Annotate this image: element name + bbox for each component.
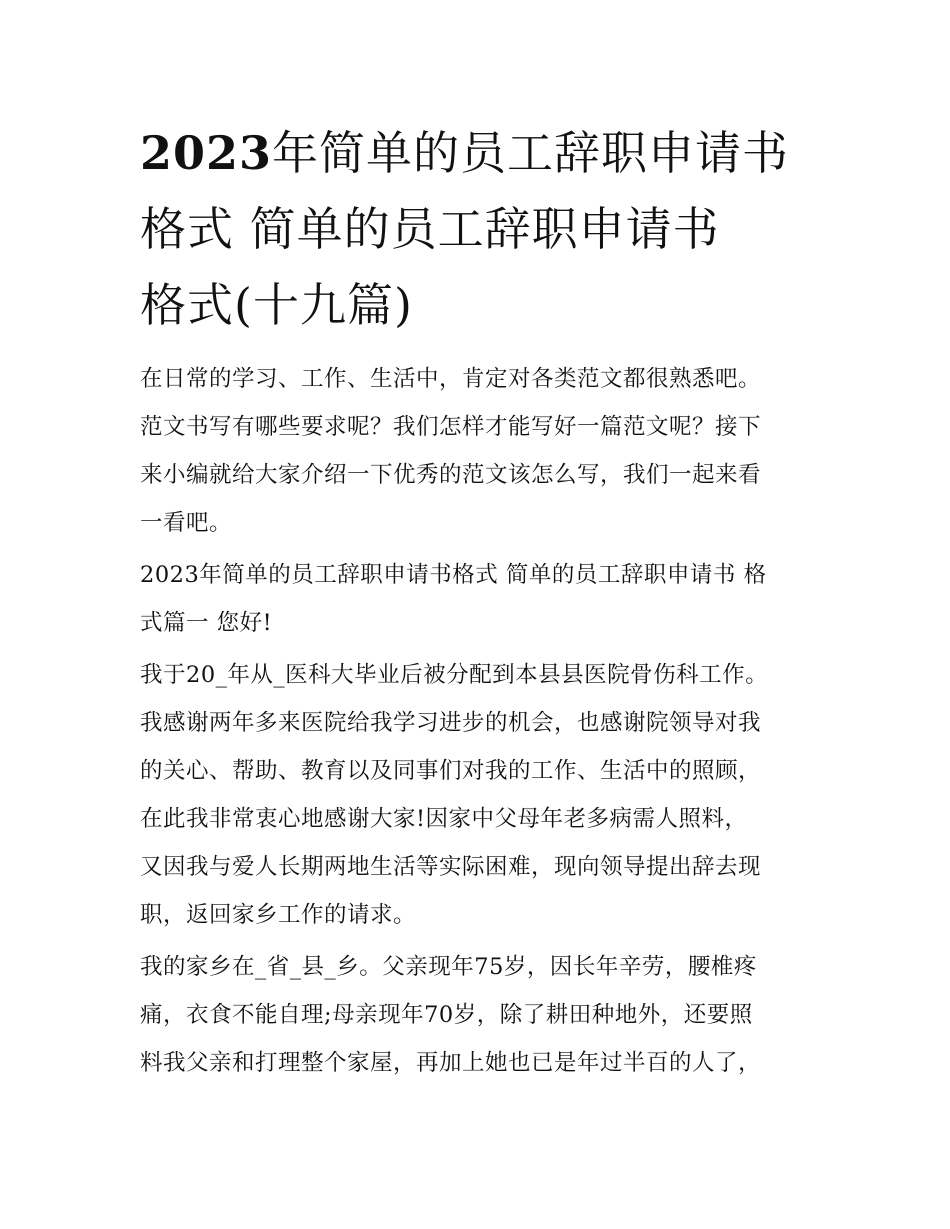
text-line: 在此我非常衷心地感谢大家!因家中父母年老多病需人照料， [140,806,748,832]
paragraph-body-2 [140,943,830,1087]
title-line [140,115,820,191]
paragraph-intro [140,355,830,547]
paragraph-body-1 [140,651,830,939]
text-line: 的关心、帮助、教育以及同事们对我的工作、生活中的照顾， [140,758,762,784]
paragraph-heading [140,551,830,647]
text-line: 式篇一 您好! [140,610,273,636]
text-line: 我于20_年从_医科大毕业后被分配到本县县医院骨伤科工作。 [140,662,769,688]
text-line: 料我父亲和打理整个家屋，再加上她也已是年过半百的人了， [140,1050,762,1076]
text-line: 来小编就给大家介绍一下优秀的范文该怎么写，我们一起来看 [140,462,762,488]
text-line: 我的家乡在_省_县_乡。父亲现年75岁，因长年辛劳，腰椎疼 [140,954,757,980]
title-text: 年简单的员工辞职申请书 [272,126,790,180]
text-line: 痛，衣食不能自理;母亲现年70岁，除了耕田种地外，还要照 [140,1002,753,1028]
title-line [140,267,820,343]
title-text: 格式(十九篇) [140,278,413,332]
title-line [140,191,820,267]
document-title [140,115,820,343]
title-text: 格式 简单的员工辞职申请书 [140,202,720,256]
text-line: 2023年简单的员工辞职申请书格式 简单的员工辞职申请书 格 [140,562,767,588]
text-line: 职，返回家乡工作的请求。 [140,902,417,928]
text-line: 在日常的学习、工作、生活中，肯定对各类范文都很熟悉吧。 [140,366,762,392]
text-line: 又因我与爱人长期两地生活等实际困难，现向领导提出辞去现 [140,854,762,880]
title-year: 2023 [140,126,273,180]
text-line: 我感谢两年多来医院给我学习进步的机会，也感谢院领导对我 [140,710,762,736]
text-line: 范文书写有哪些要求呢？我们怎样才能写好一篇范文呢？接下 [140,414,762,440]
text-line: 一看吧。 [140,510,233,536]
document-body [140,355,830,1087]
